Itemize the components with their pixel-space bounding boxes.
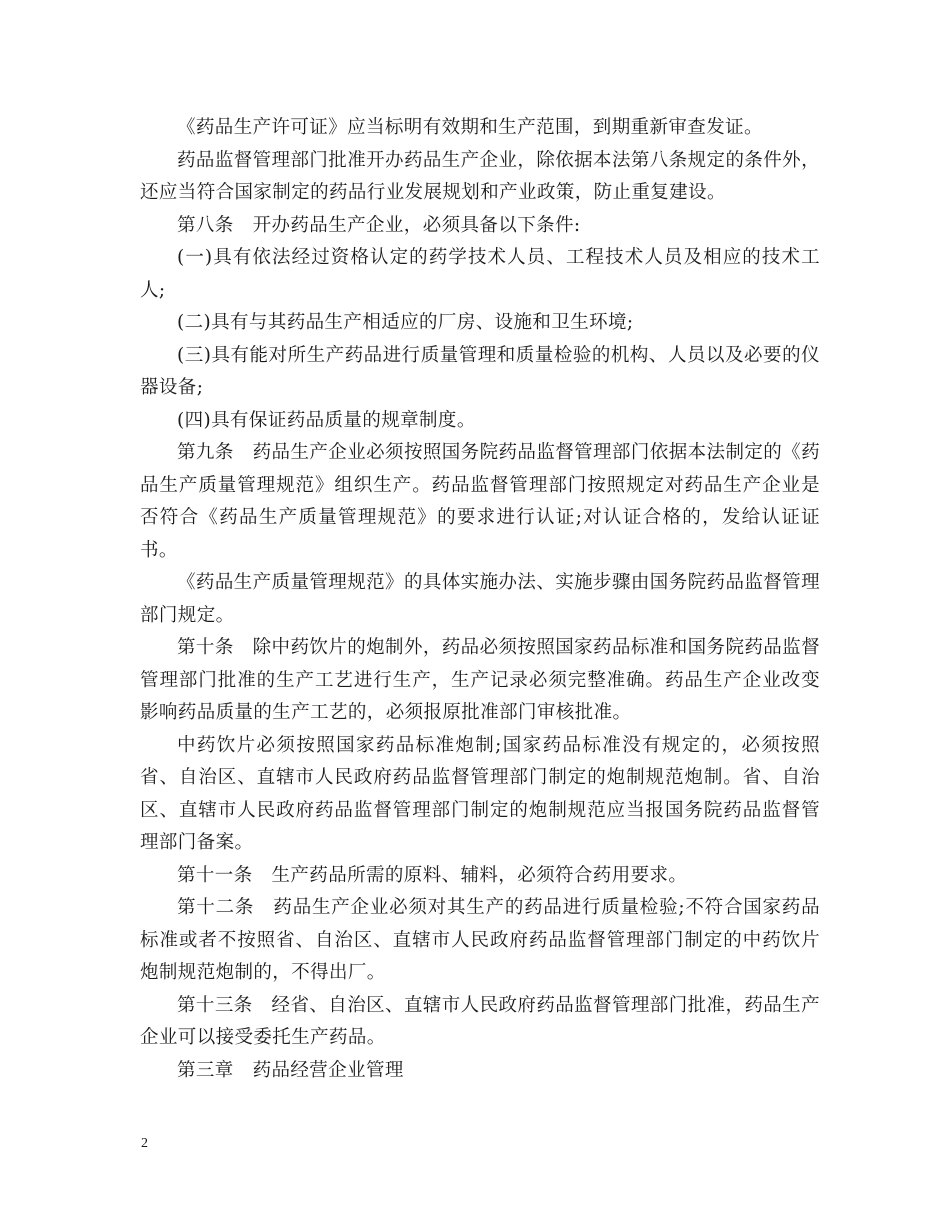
list-item: (三)具有能对所生产药品进行质量管理和质量检验的机构、人员以及必要的仪器设备; [140, 344, 820, 398]
article-paragraph: 第十二条 药品生产企业必须对其生产的药品进行质量检验;不符合国家药品标准或者不按照省、自治区、直辖市人民政府药品监督管理部门制定的中药饮片炮制规范炮制的，不得出厂。 [140, 897, 820, 983]
page-number: 2 [141, 1136, 148, 1151]
paragraph: 《药品生产许可证》应当标明有效期和生产范围，到期重新审查发证。 [177, 117, 763, 138]
paragraph: 药品监督管理部门批准开办药品生产企业，除依据本法第八条规定的条件外，还应当符合国家制定的药品行业发展规划和产业政策，防止重复建设。 [140, 149, 820, 203]
paragraph: 中药饮片必须按照国家药品标准炮制;国家药品标准没有规定的，必须按照省、自治区、直辖市人民政府药品监督管理部门制定的炮制规范炮制。省、自治区、直辖市人民政府药品监督管理部门制定的炮制规范应当报国务院药品监督管理部门备案。 [140, 734, 820, 853]
paragraph: 《药品生产质量管理规范》的具体实施办法、实施步骤由国务院药品监督管理部门规定。 [140, 572, 820, 626]
chapter-heading: 第三章 药品经营企业管理 [177, 1059, 404, 1081]
list-item: (一)具有依法经过资格认定的药学技术人员、工程技术人员及相应的技术工人; [140, 247, 820, 301]
article-paragraph: 第九条 药品生产企业必须按照国务院药品监督管理部门依据本法制定的《药品生产质量管理规范》组织生产。药品监督管理部门按照规定对药品生产企业是否符合《药品生产质量管理规范》的要求进行认证;对认证合格的，发给认证证书。 [140, 442, 820, 561]
article-heading: 第八条 开办药品生产企业，必须具备以下条件: [177, 214, 581, 236]
list-item: (四)具有保证药品质量的规章制度。 [177, 409, 476, 431]
document-body [140, 112, 820, 1087]
article-paragraph: 第十三条 经省、自治区、直辖市人民政府药品监督管理部门批准，药品生产企业可以接受委托生产药品。 [140, 994, 820, 1048]
list-item: (二)具有与其药品生产相适应的厂房、设施和卫生环境; [177, 312, 634, 333]
article-paragraph: 第十条 除中药饮片的炮制外，药品必须按照国家药品标准和国务院药品监督管理部门批准的生产工艺进行生产，生产记录必须完整准确。药品生产企业改变影响药品质量的生产工艺的，必须报原批准部门审核批准。 [140, 637, 820, 723]
article-paragraph: 第十一条 生产药品所需的原料、辅料，必须符合药用要求。 [177, 864, 688, 886]
